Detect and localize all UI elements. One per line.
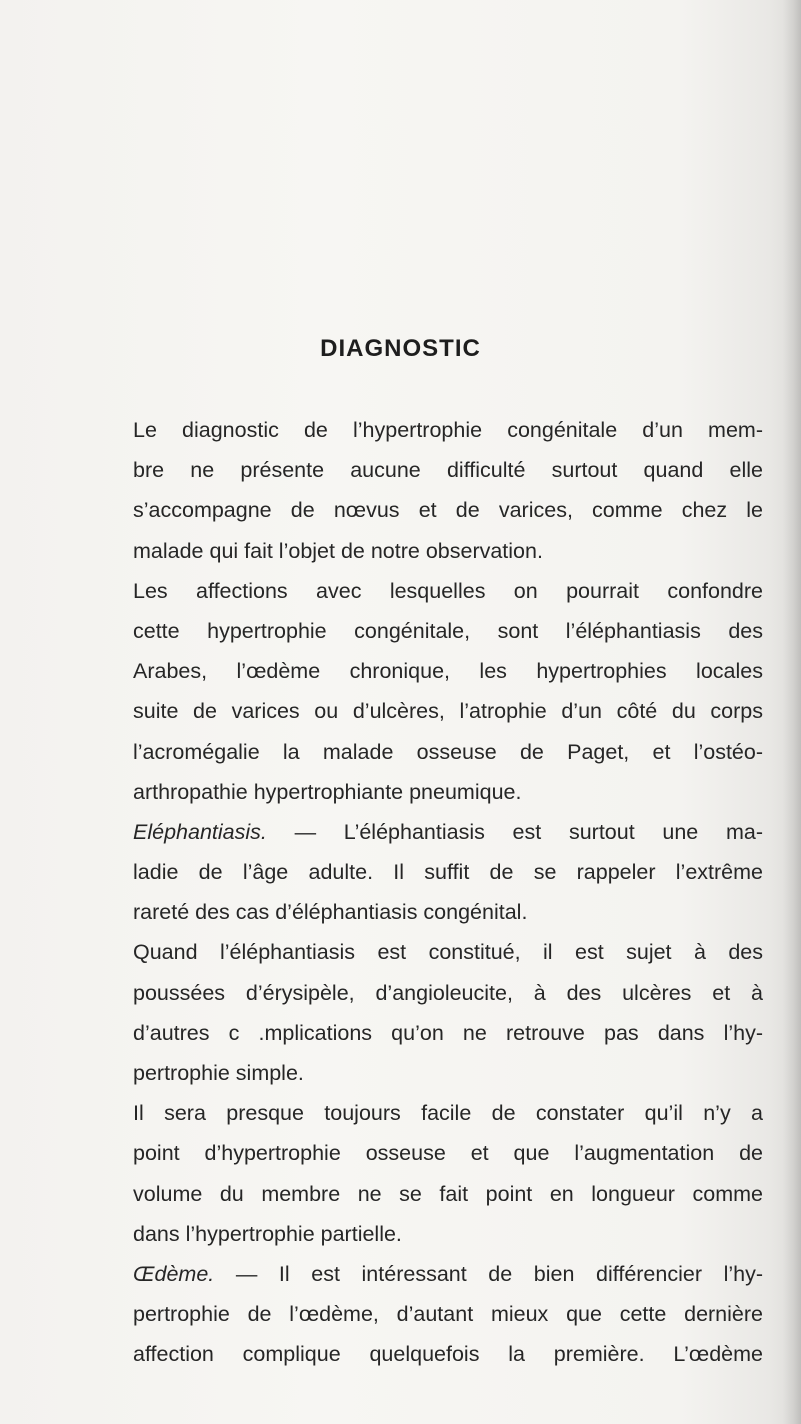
text-line: affection complique quelquefois la première. L’œdème [133, 1342, 763, 1367]
text-line: cette hypertrophie congénitale, sont l’éléphantiasis des [133, 618, 763, 643]
text-line: l’acromégalie la malade osseuse de Paget, et l’ostéo- [133, 739, 763, 764]
text-line: malade qui fait l’objet de notre observation. [133, 538, 543, 563]
text-line: Arabes, l’œdème chronique, les hypertrophies locales [133, 659, 763, 684]
elephantiasis-first-line [133, 812, 763, 852]
text-line: arthropathie hypertrophiante pneumique. [133, 779, 522, 804]
body-text [133, 410, 763, 1375]
text-line: Les affections avec lesquelles on pourrait confondre [133, 578, 763, 603]
text-line: d’autres c .mplications qu’on ne retrouve pas dans l’hy- [133, 1020, 763, 1045]
text-line: point d’hypertrophie osseuse et que l’augmentation de [133, 1141, 763, 1166]
text-line: Quand l’éléphantiasis est constitué, il est sujet à des [133, 940, 763, 965]
text-line: pertrophie de l’œdème, d’autant mieux que cette dernière [133, 1302, 763, 1327]
page-edge-shadow [783, 0, 801, 1424]
text-line: pertrophie simple. [133, 1061, 304, 1085]
elephantiasis-first-line-rest: — L’éléphantiasis est surtout une ma- [266, 819, 763, 844]
text-line: poussées d’érysipèle, d’angioleucite, à des ulcères et à [133, 980, 763, 1005]
text-line: rareté des cas d’éléphantiasis congénital. [133, 900, 528, 925]
text-line: dans l’hypertrophie partielle. [133, 1221, 402, 1246]
text-line: Il sera presque toujours facile de constater qu’il n’y a [133, 1101, 763, 1126]
elephantiasis-term: Eléphantiasis. [133, 819, 267, 844]
oedeme-first-line-rest: — Il est intéressant de bien différencier l’hy- [214, 1261, 763, 1286]
text-line: volume du membre ne se fait point en longueur comme [133, 1181, 763, 1206]
section-heading: DIAGNOSTIC [320, 335, 481, 362]
text-line: Le diagnostic de l’hypertrophie congénitale d’un mem- [133, 418, 763, 442]
text-line: s’accompagne de nœvus et de varices, comme chez le [133, 498, 763, 523]
text-line: bre ne présente aucune difficulté surtout quand elle [133, 458, 763, 483]
oedeme-term: Œdème. [133, 1261, 215, 1286]
oedeme-first-line [133, 1254, 763, 1294]
text-line: suite de varices ou d’ulcères, l’atrophie d’un côté du corps [133, 699, 763, 724]
text-line: ladie de l’âge adulte. Il suffit de se rappeler l’extrême [133, 860, 763, 885]
